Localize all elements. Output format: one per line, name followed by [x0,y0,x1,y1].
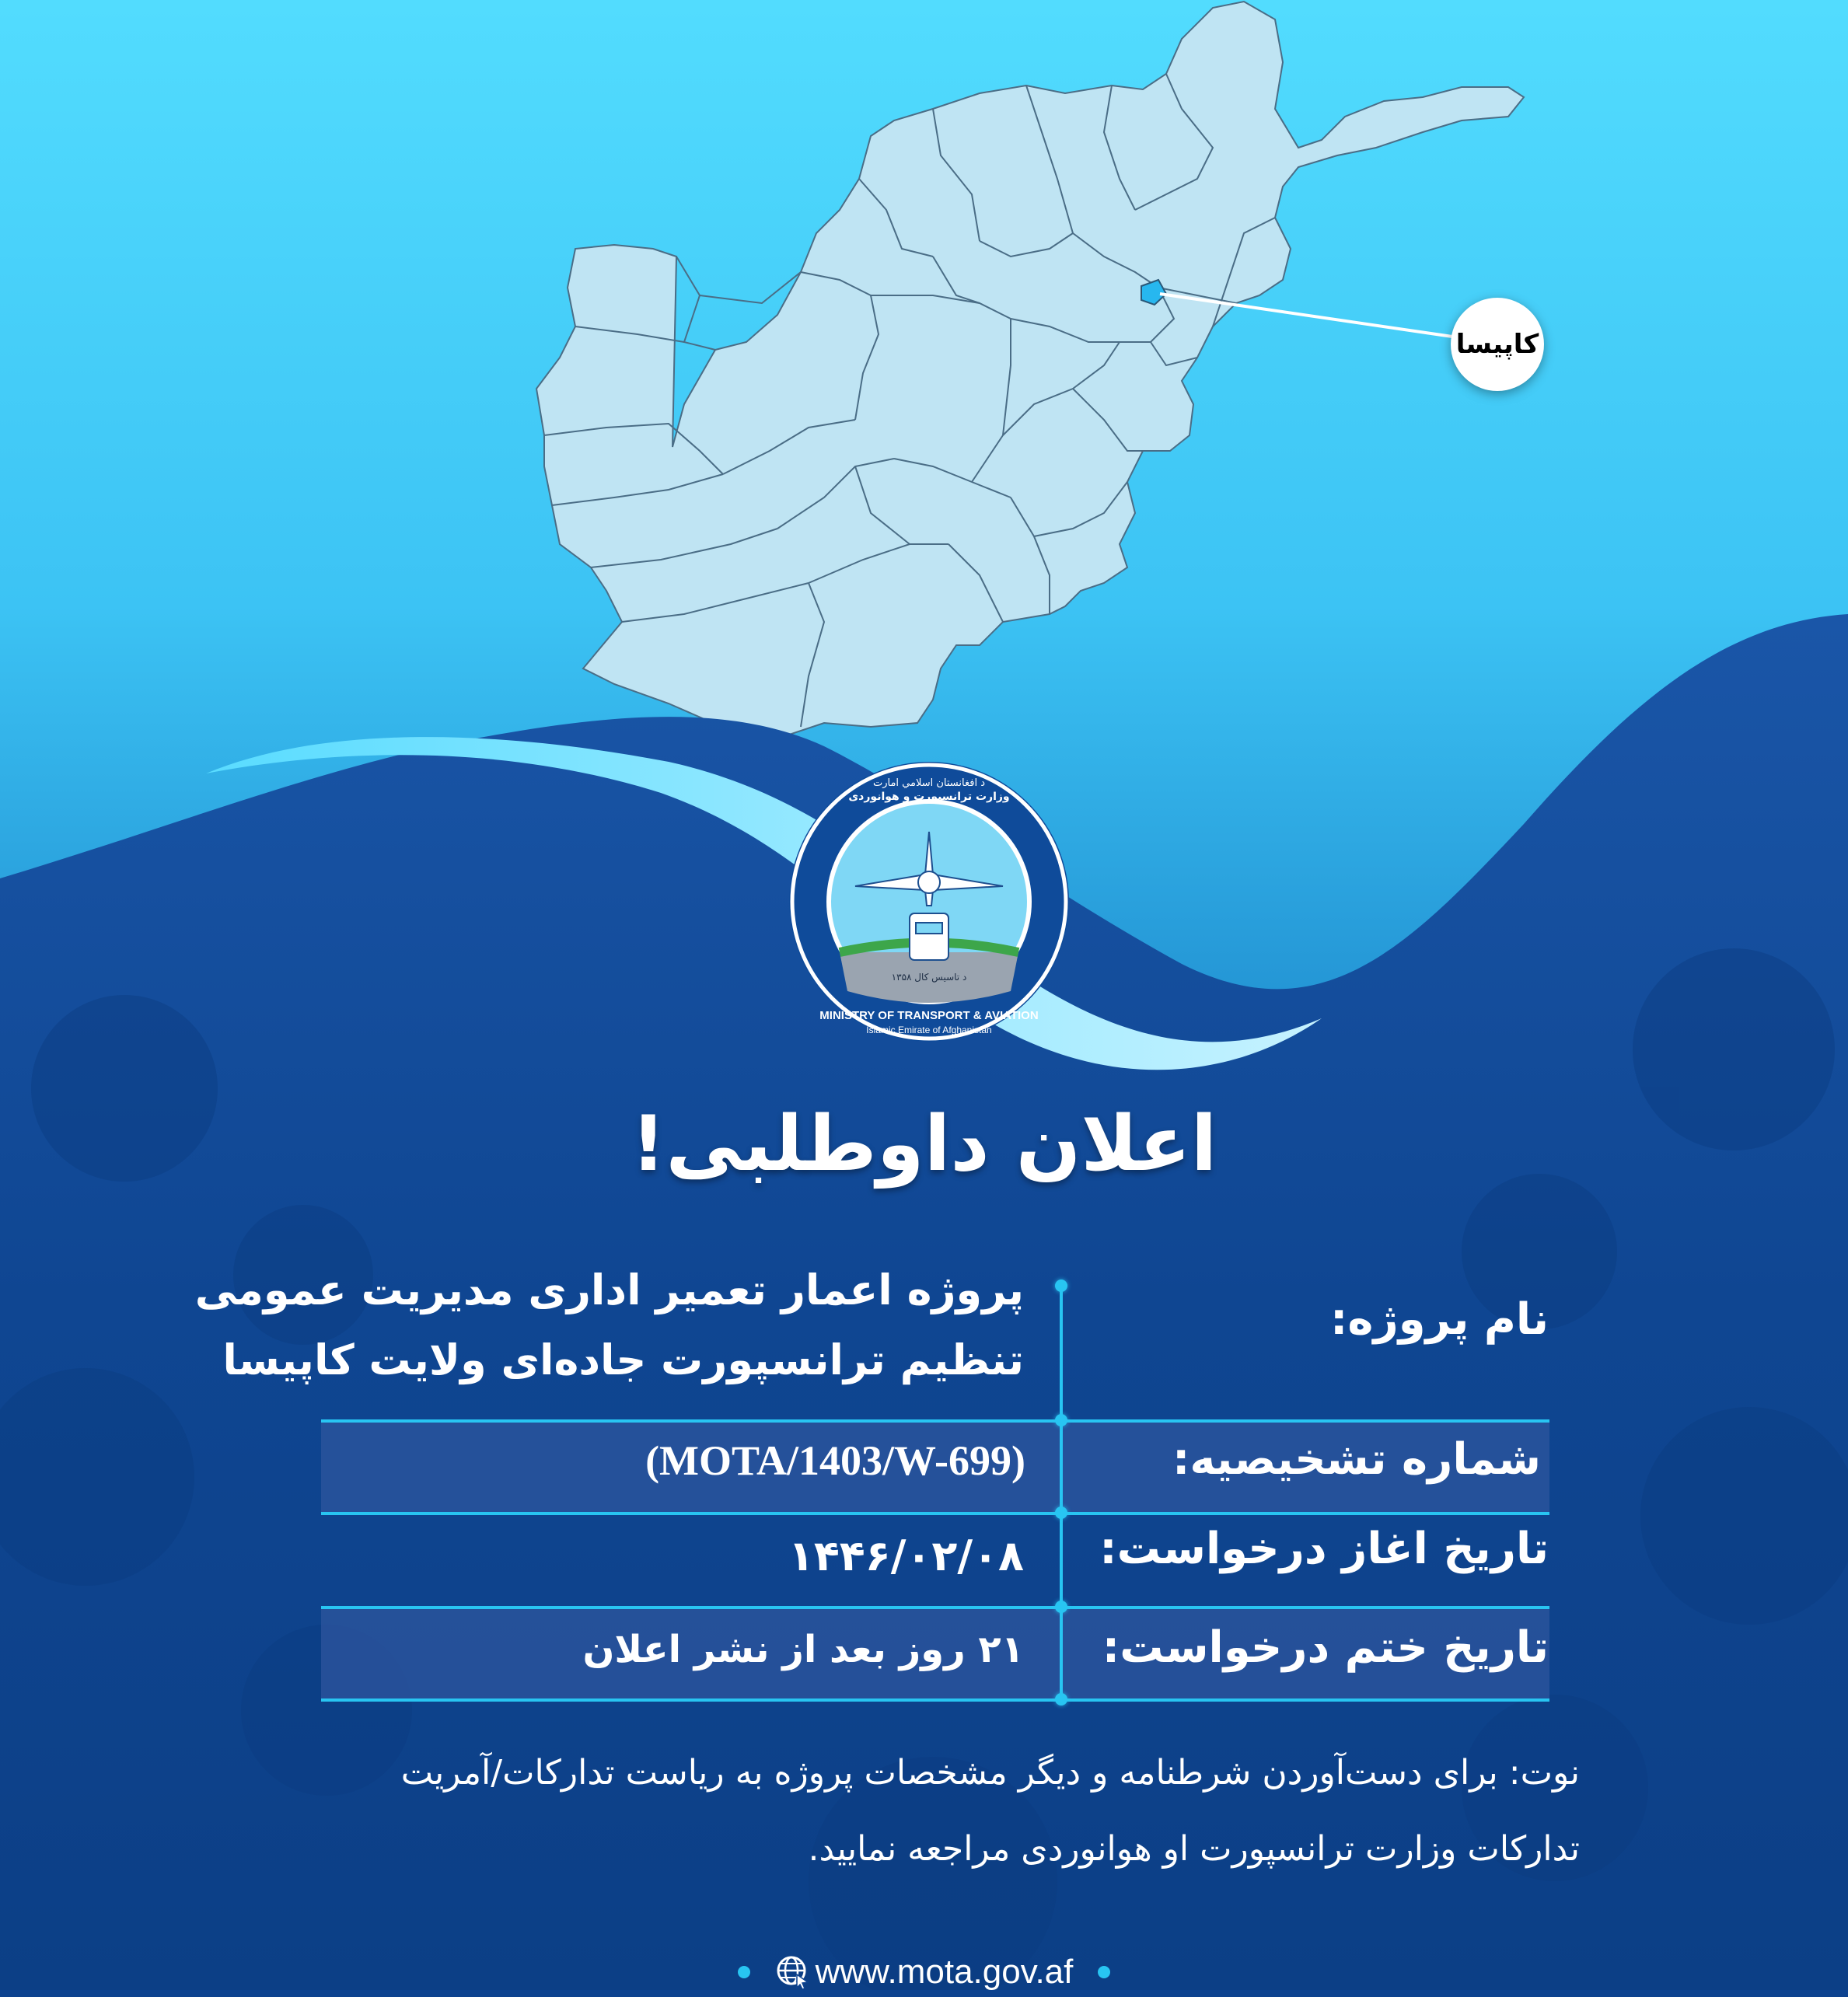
logo-founded: د تاسیس کال ۱۳۵۸ [891,972,967,983]
note-line-1: نوت: برای دست‌آوردن شرطنامه و دیگر مشخصات پروژه به ریاست تدارکات/آمریت [400,1753,1580,1793]
start-date-value: ۱۴۴۶/۰۲/۰۸ [788,1531,1024,1580]
footer [0,1947,1848,1997]
project-id-label: شماره تشخیصیه: [1172,1434,1541,1485]
divider-2 [321,1512,1549,1515]
divider-dot [1055,1601,1067,1613]
note-line-2: تدارکات وزارت ترانسپورت او هوانوردی مراجعه نمایید. [808,1829,1580,1869]
divider-dot [1055,1506,1067,1519]
footer-dot-left [738,1966,750,1978]
province-callout [1451,298,1544,391]
logo-arabic-top: د افغانستان اسلامي امارت [872,777,986,789]
project-id-value: (MOTA/1403/W-699) [645,1437,1025,1484]
province-callout-label: کاپیسا [1455,329,1539,360]
footer-dot-right [1098,1966,1110,1978]
logo-english-sub: Islamic Emirate of Afghanistan [866,1025,992,1035]
divider-1 [321,1419,1549,1423]
ministry-logo [785,758,1073,1046]
divider-dot [1055,1414,1067,1426]
start-date-label: تاریخ اغاز درخواست: [1099,1524,1549,1574]
note-text [211,1735,1580,1887]
announcement-title: اعلان داوطلبی! [631,1100,1217,1189]
project-name-line-1: پروژه اعمار تعمیر اداری مدیریت عمومی [194,1266,1024,1314]
end-date-value: ۲۱ روز بعد از نشر اعلان [582,1628,1024,1671]
project-name-label: نام پروژه: [1330,1294,1549,1345]
column-divider [1060,1284,1063,1700]
project-name-line-2: تنظیم ترانسپورت جاده‌ای ولایت کاپیسا [222,1335,1024,1384]
logo-arabic-ring: وزارت ترانسپورت و هوانوردی [848,791,1010,803]
end-date-label: تاریخ ختم درخواست: [1102,1622,1549,1673]
divider-dot [1055,1280,1067,1292]
divider-dot [1055,1693,1067,1705]
website-link[interactable]: www.mota.gov.af [815,1953,1074,1991]
divider-4 [321,1698,1549,1702]
divider-3 [321,1606,1549,1609]
logo-english-ring: MINISTRY OF TRANSPORT & AVIATION [819,1009,1039,1022]
globe-cursor-icon [775,1954,811,1990]
